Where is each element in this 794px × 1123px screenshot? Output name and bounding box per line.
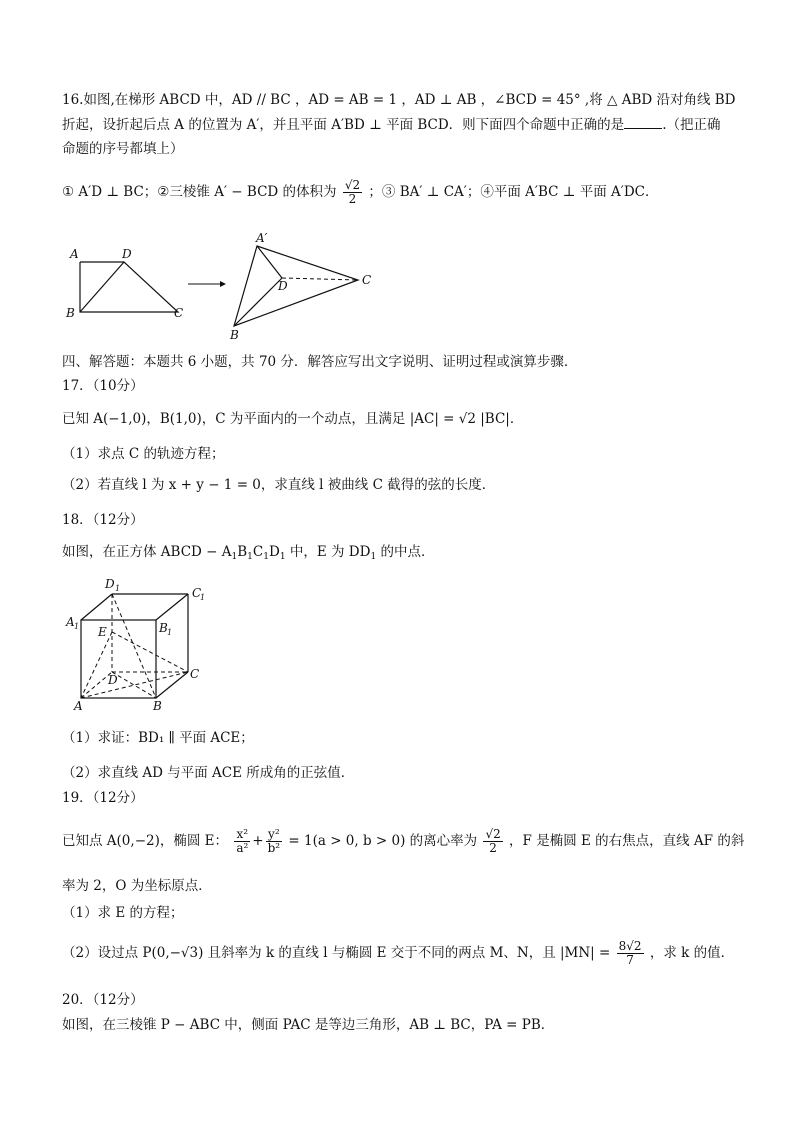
label-a1: A [66,615,75,629]
edge-dc-dashed [282,278,358,280]
q16-line2-text: 折起，设折起后点 A 的位置为 A′，并且平面 A′BD ⊥ 平面 BCD．则下面四个命题中正确的是 [62,117,625,133]
trapezoid-figure [65,247,183,320]
label-d1: D [105,577,115,591]
segment-ce [112,632,188,672]
q18-stem-mid: 中，E 为 DD [289,544,371,560]
q19-part2-text: （2）设过点 P(0,−√3) 且斜率为 k 的直线 l 与椭圆 E 交于不同的两点 M、N，且 |MN| = [62,945,611,961]
q18-part1: （1）求证：BD₁ ∥ 平面 ACE； [62,730,254,746]
diagonal-bd [80,262,124,312]
answer-blank[interactable] [624,115,662,129]
label-c: C [362,273,372,287]
q18-stem-tail: 的中点． [380,544,435,560]
q19-mn-length: $\frac{8√2}{7}$ [618,939,642,967]
svg-text:1: 1 [167,628,173,637]
q19-stem: 已知点 A(0,−2)，椭圆 E： $\frac{\text{x²}}{\text{a²}}$ + $\frac{\text{y²}}{\text{b²}}$ = 1(a > 0, b > 0) 的离心率为 $\frac{√2}{2}$ ，F 是椭圆 E 的右焦点，直线 AF 的斜 [62,827,745,855]
q17-part1: （1）求点 C 的轨迹方程； [62,446,225,462]
label-c: C [174,306,184,320]
arrow-icon [188,281,226,287]
q16-line2-tail: .（把正确 [662,117,721,133]
q20-stem: 如图，在三棱锥 P − ABC 中，侧面 PAC 是等边三角形，AB ⊥ BC，PA = PB． [62,1017,555,1033]
q17-stem: 已知 A(−1,0)，B(1,0)，C 为平面内的一个动点，且满足 |AC| = √2 |BC|． [62,411,524,427]
q18-header: 18．（12分） [62,512,144,528]
q18-part2: （2）求直线 AD 与平面 ACE 所成角的正弦值． [62,765,355,781]
svg-text:1: 1 [200,593,206,602]
label-e: E [98,625,107,639]
label-d: D [278,279,288,293]
label-b: B [153,699,162,712]
q16-options [62,178,659,206]
q16-options-tail: ；③ BA′ ⊥ CA′；④平面 A′BC ⊥ 平面 A′DC． [368,184,659,200]
q19-header: 19．（12分） [62,790,144,806]
q16-line2 [62,115,720,135]
ellipse-y-term: $\frac{\text{y²}}{\text{b²}}$ [267,827,281,855]
label-d: D [122,247,132,261]
svg-text:1: 1 [115,584,121,593]
q16-volume-fraction [343,179,362,206]
q16-line3: 命题的序号都填上） [62,141,184,157]
diagonal-bd1 [112,594,156,698]
label-b: B [230,328,239,342]
label-b: B [66,306,75,320]
q18-stem-text: 如图，在正方体 ABCD − A [62,544,232,560]
label-d: D [108,673,118,687]
q19-stem-tail: ，F 是椭圆 E 的右焦点，直线 AF 的斜 [509,833,745,849]
diagonal-bd [112,672,156,698]
q18-stem: 如图，在正方体 ABCD − $A_1B_1C_1D_1$ 中，E 为 $DD_1$ 的中点． [62,544,435,562]
q19-part2 [62,936,734,970]
q16-figure [60,228,390,343]
q19-condition: = 1(a > 0, b > 0) 的离心率为 [288,833,478,849]
svg-text:1: 1 [74,622,80,631]
section-4-heading: 四、解答题：本题共 6 小题，共 70 分．解答应写出文字说明、证明过程或演算步骤． [62,354,578,370]
label-a: A [74,699,83,712]
q17-part2: （2）若直线 l 为 x + y − 1 = 0，求直线 l 被曲线 C 截得的弦的长度． [62,477,496,493]
q19-eccentricity: $\frac{√2}{2}$ [485,827,501,855]
ellipse-x-term: $\frac{\text{x²}}{\text{a²}}$ [236,827,249,855]
q19-part1: （1）求 E 的方程； [62,905,184,921]
label-c1: C [192,586,202,600]
label-c: C [190,667,200,681]
q17-header: 17．（10分） [62,378,144,394]
label-a-prime: A′ [256,231,268,245]
folded-tetrahedron-figure [229,231,371,342]
q18-cube-figure [60,572,220,712]
trapezoid-outline [80,262,178,312]
label-a: A [70,247,79,261]
tetra-outer [234,246,358,326]
q20-header: 20．（12分） [62,992,144,1008]
q19-part2-tail: ，求 k 的值． [649,945,735,961]
fraction-numerator: √2 [344,178,361,192]
q19-stem-text: 已知点 A(0,−2)，椭圆 E： [62,833,229,849]
cube-front-face [81,620,156,698]
q16-options-text: ① A′D ⊥ BC；②三棱锥 A′ − BCD 的体积为 [62,184,337,200]
segment-ae [81,632,112,698]
fraction-denominator: 2 [348,192,357,206]
label-b1: B [159,621,168,635]
q16-line1: 16.如图,在梯形 ABCD 中，AD // BC ，AD = AB = 1 ，AD ⊥ AB ，∠BCD = 45° ,将 △ ABD 沿对角线 BD [62,92,736,108]
q19-stem-line2: 率为 2，O 为坐标原点． [62,878,212,894]
